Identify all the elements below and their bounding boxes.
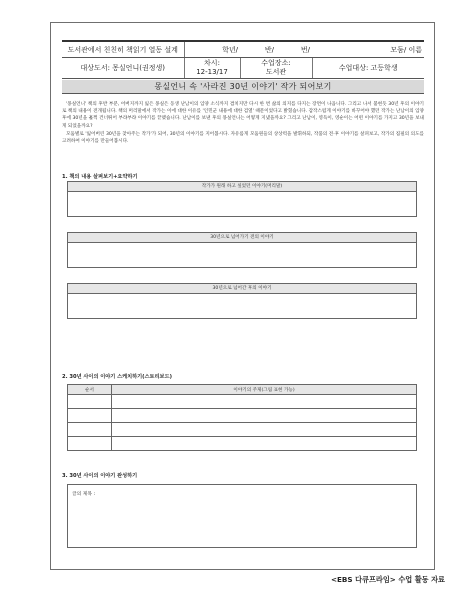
section2-heading: 2. 30년 사이의 이야기 스케치하기(스토리보드) <box>62 374 172 380</box>
storyboard-topic-header: 이야기의 주제(그림 표현 가능) <box>112 385 417 395</box>
storyboard-row <box>68 437 417 451</box>
worksheet-page <box>50 22 435 570</box>
storyboard-row <box>68 409 417 423</box>
storyboard-topic-cell[interactable] <box>112 409 417 423</box>
summary-box-preface[interactable] <box>67 181 417 217</box>
section3-heading: 3. 30년 사이의 이야기 완성하기 <box>62 473 138 479</box>
summary-box-before[interactable] <box>67 232 417 268</box>
intro-text <box>62 101 424 146</box>
summary-box-after-header: 30년으로 넘어간 후의 이야기 <box>68 284 416 294</box>
worksheet-header-table <box>62 40 424 79</box>
grade-cell: 학년/ <box>184 41 240 58</box>
program-name: 도서관에서 친친히 책읽기 열동 설계 <box>62 41 184 58</box>
summary-box-preface-header: 작가가 원래 하고 싶었던 이야기(머리말) <box>68 182 416 192</box>
storyboard-topic-cell[interactable] <box>112 437 417 451</box>
target-book: 대상도서: 몽실언니(권정생) <box>62 58 184 79</box>
number-cell: 번/ <box>276 41 312 58</box>
storyboard-order-cell[interactable] <box>68 409 112 423</box>
summary-box-before-header: 30년으로 넘어가기 전의 이야기 <box>68 233 416 243</box>
final-story-box[interactable] <box>67 484 417 548</box>
storyboard-topic-cell[interactable] <box>112 395 417 409</box>
summary-box-after[interactable] <box>67 283 417 319</box>
place-label: 수업장소: <box>261 59 291 67</box>
story-title-label: 글의 제목 : <box>72 492 96 497</box>
storyboard-order-cell[interactable] <box>68 423 112 437</box>
storyboard-order-cell[interactable] <box>68 437 112 451</box>
intro-paragraph: '몽실언니' 책의 후반 부분, 어버지까지 잃은 몽실은 동생 난남이의 입양 소식까지 겹치지만 다시 한 번 삶의 의지를 다지는 장면이 나옵니다. 그리고 나서 불현듯 30년 후의 이야기로 책의 내용이 전개됩니다. 책의 머리말에서 작가는 이에 대한 이유를 '인민군 내용에 대한 검열' 때문이었다고 밝혔습니다. 갑작스럽게 이야기를 바꾸어야 했던 작가는 난남이의 입양 후에 30년을 훌쩍 건너뛰어 부랴부랴 이야기를 끝맺습니다. 난남이를 보낸 후의 몽실언니는 어떻게 지냈을까요? 그리고 난남이, 영득이, 영순이는 어떤 이야기를 가지고 30년을 보내게 되었을까요? <box>62 102 424 129</box>
storyboard-order-cell[interactable] <box>68 395 112 409</box>
place-value: 도서관 <box>265 68 287 76</box>
intro-paragraph: 모둠별로 '잃어버린 30년을 찾아주는 작가'가 되어, 30년의 이야기를 지어봅시다. 자유롭게 모둠원들의 상상력을 발휘하되, 작품의 전·후 이야기를 살펴보고, 작가의 집필의 의도를 고려하여 이야기를 만들어봅시다. <box>62 131 424 145</box>
worksheet-title: 몽실언니 속 '사라진 30년 이야기' 작가 되어보기 <box>62 80 424 94</box>
period-cell <box>184 58 240 79</box>
storyboard-row <box>68 395 417 409</box>
period-value: 12-13/17 <box>196 68 228 76</box>
storyboard-row <box>68 423 417 437</box>
storyboard-table <box>67 384 417 451</box>
place-cell <box>240 58 312 79</box>
storyboard-order-header: 순서 <box>68 385 112 395</box>
footer-caption: <EBS 다큐프라임> 수업 활동 자료 <box>331 575 445 584</box>
group-name-cell: 모둠/ 이름 <box>312 41 424 58</box>
class-cell: 반/ <box>240 41 276 58</box>
storyboard-topic-cell[interactable] <box>112 423 417 437</box>
target-students: 수업대상: 고등학생 <box>312 58 424 79</box>
section1-heading: 1. 책의 내용 살펴보기+요약하기 <box>62 174 138 180</box>
period-label: 차시: <box>204 59 220 67</box>
